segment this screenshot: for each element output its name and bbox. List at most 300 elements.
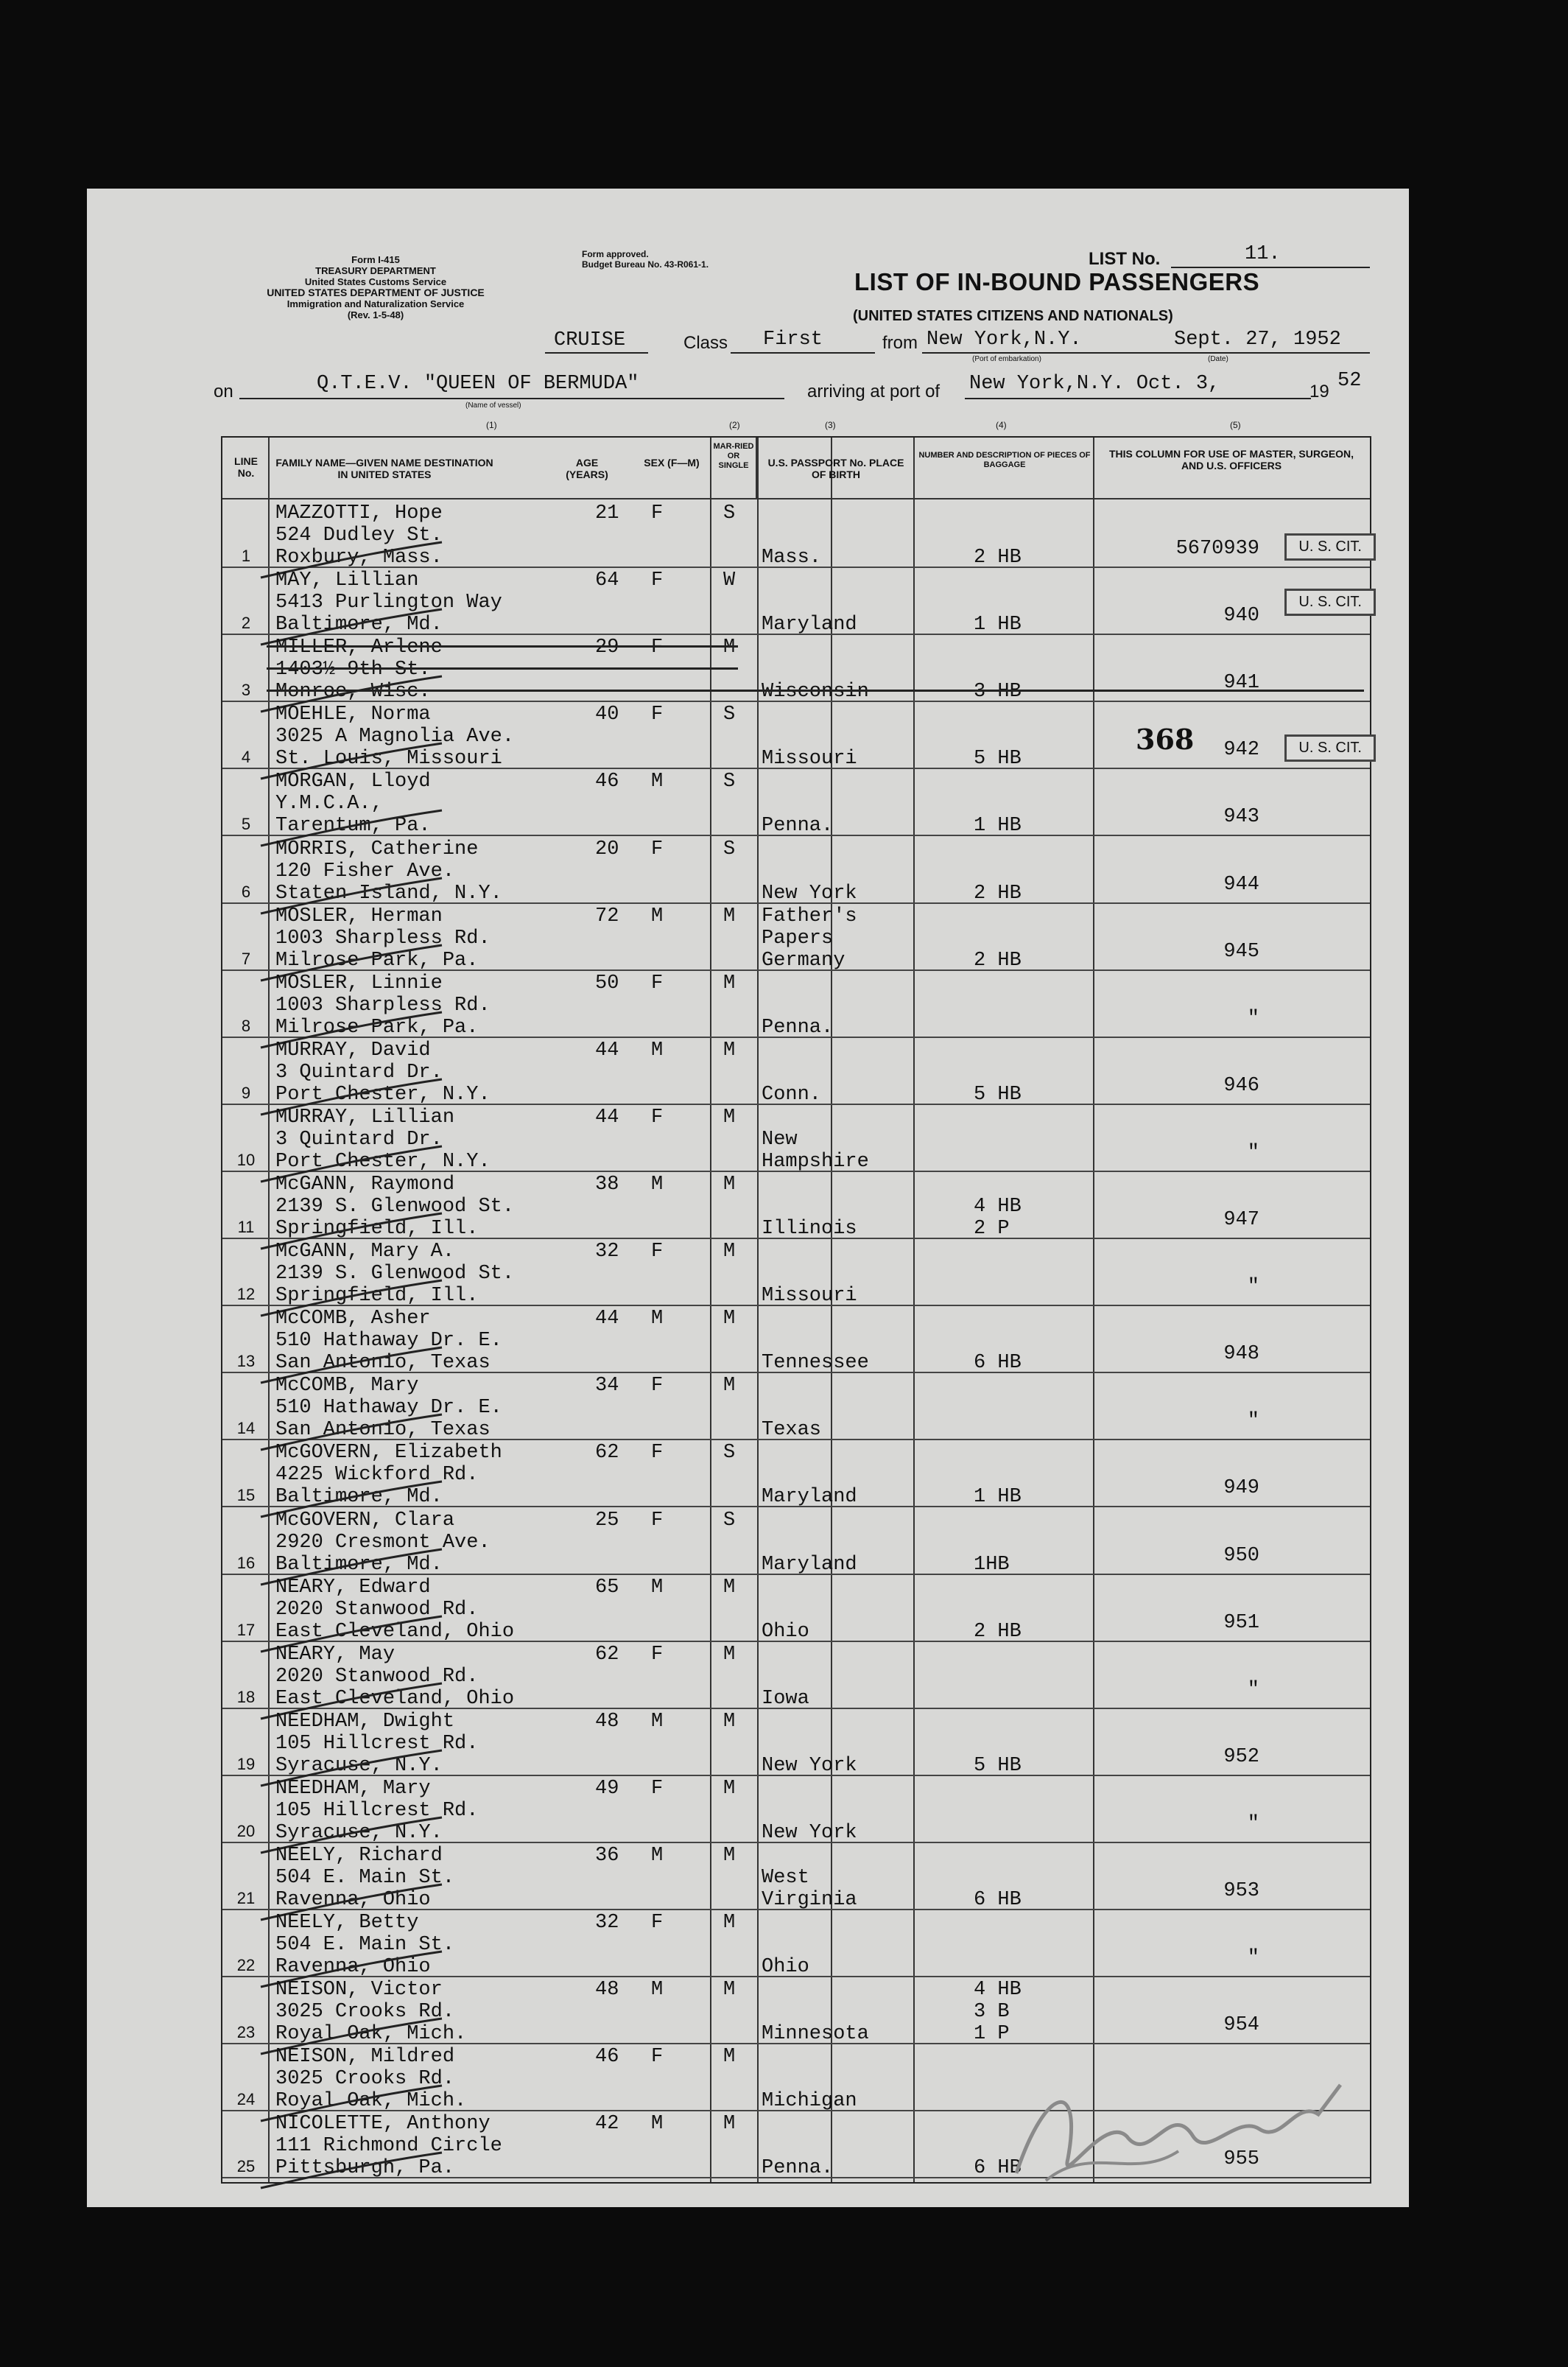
marital-status: M [723,1106,736,1129]
header-divider [222,498,1370,499]
line-number: 4 [241,748,251,767]
passenger-sex: F [651,502,664,525]
date-underline [1178,352,1370,354]
passenger-name: McCOMB, Mary [275,1375,419,1398]
colnum-4: (4) [996,420,1007,430]
col-header-line: LINE No. [234,455,258,479]
col-header-baggage: NUMBER AND DESCRIPTION OF PIECES OF BAGGAGE [918,451,1091,469]
class-value: First [763,329,823,351]
officer-number: 954 [1223,2014,1259,2037]
passenger-address: 3025 Crooks Rd. [275,2001,455,2024]
on-label: on [214,382,233,401]
officer-number: 955 [1223,2148,1259,2171]
line-number: 23 [236,2023,256,2042]
marital-status: S [723,771,736,793]
place-of-birth: Virginia [762,1889,857,1911]
department-block [214,254,538,320]
baggage: 5 HB [974,1083,1022,1106]
place-of-birth: Germany [762,949,845,972]
passenger-age: 21 [595,502,619,525]
baggage: 2 HB [974,1620,1022,1643]
place-of-birth: Maryland [762,1553,857,1576]
passenger-sex: M [651,905,664,927]
passenger-name: NEELY, Richard [275,1845,443,1867]
passenger-address: 5413 Purlington Way [275,592,502,614]
line-number: 19 [236,1754,256,1773]
citizen-stamp: U. S. CIT. [1284,533,1376,561]
table-row [222,1172,1370,1239]
marital-status: M [723,1643,736,1666]
officer-number: 941 [1223,672,1259,695]
passenger-city: East Cleveland, Ohio [275,1687,515,1710]
table-row [222,1977,1370,2044]
place-of-birth: Wisconsin [762,681,869,704]
passenger-city: Tarentum, Pa. [275,815,431,838]
place-of-birth: New York [762,882,857,905]
passenger-city: East Cleveland, Ohio [275,1620,515,1643]
line-number: 5 [241,815,251,834]
place-of-birth: Hampshire [762,1150,869,1173]
colnum-5: (5) [1230,420,1241,430]
passenger-sex: M [651,771,664,793]
form-number: Form I-415 [351,254,400,265]
passenger-address: 2020 Stanwood Rd. [275,1665,479,1688]
class-underline [731,352,875,354]
passenger-address: 2139 S. Glenwood St. [275,1263,515,1286]
baggage: 1 HB [974,815,1022,838]
passenger-address: 3 Quintard Dr. [275,1128,443,1151]
passenger-city: Royal Oak, Mich. [275,2023,467,2046]
line-number: 16 [236,1553,256,1572]
passenger-city: Staten Island, N.Y. [275,882,502,905]
passenger-name: MOEHLE, Norma [275,704,431,726]
passenger-sex: M [651,1576,664,1599]
marital-status: M [723,1845,736,1867]
passenger-age: 48 [595,1710,619,1733]
table-row [222,1910,1370,1977]
baggage: 6 HB [974,1352,1022,1375]
dept-customs: United States Customs Service [304,276,447,287]
passenger-city: Roxbury, Mass. [275,547,443,569]
table-row [222,1306,1370,1373]
colnum-3: (3) [825,420,836,430]
passenger-sex: F [651,838,664,860]
table-row [222,837,1370,904]
passenger-age: 36 [595,1845,619,1867]
officer-number: " [1247,1276,1259,1299]
passenger-name: McGANN, Raymond [275,1174,455,1196]
table-row [222,904,1370,971]
col-header-age: AGE (YEARS) [566,457,608,480]
baggage: 5 HB [974,748,1022,771]
passenger-address: 1403½ 9th St. [275,659,431,681]
port-caption: (Port of embarkation) [972,355,1041,363]
place-of-birth: Father's [762,905,857,927]
col-header-passport: U.S. PASSPORT No. PLACE OF BIRTH [767,457,904,480]
table-row [222,1038,1370,1105]
form-subtitle: (UNITED STATES CITIZENS AND NATIONALS) [853,308,1173,324]
passenger-city: Port Chester, N.Y. [275,1083,491,1106]
table-row [222,702,1370,769]
cruise-value: CRUISE [554,329,626,351]
place-of-birth: West [762,1867,809,1889]
col-header-officers: THIS COLUMN FOR USE OF MASTER, SURGEON, AND U.S. OFFICERS [1108,448,1354,471]
baggage: 1 P [974,2023,1010,2046]
line-number: 10 [236,1150,256,1169]
line-number: 14 [236,1419,256,1438]
dept-treasury: TREASURY DEPARTMENT [315,265,436,276]
line-number: 8 [241,1016,251,1035]
line-number: 13 [236,1352,256,1371]
table-row [222,501,1370,568]
passenger-sex: M [651,1979,664,2002]
passenger-city: Baltimore, Md. [275,1553,443,1576]
passenger-city: Ravenna, Ohio [275,1956,431,1979]
passenger-sex: M [651,1710,664,1733]
marital-status: M [723,1241,736,1263]
passenger-address: 3025 Crooks Rd. [275,2068,455,2091]
passenger-address: 504 E. Main St. [275,1867,455,1889]
passenger-city: Syracuse, N.Y. [275,1754,443,1777]
passenger-age: 49 [595,1777,619,1800]
passenger-age: 48 [595,1979,619,2002]
passenger-city: Ravenna, Ohio [275,1889,431,1911]
passenger-city: San Antonio, Texas [275,1352,491,1375]
passenger-address: 105 Hillcrest Rd. [275,1799,479,1822]
citizen-stamp: U. S. CIT. [1284,589,1376,616]
officer-number: 944 [1223,873,1259,896]
passenger-address: 3 Quintard Dr. [275,1061,443,1084]
approval-block [582,249,709,270]
citizen-stamp: U. S. CIT. [1284,734,1376,762]
cruise-underline [545,352,648,354]
passenger-name: NEARY, Edward [275,1576,431,1599]
passenger-sex: F [651,1777,664,1800]
table-row [222,1239,1370,1306]
passenger-age: 46 [595,771,619,793]
passenger-age: 46 [595,2046,619,2069]
line-number: 7 [241,949,251,968]
officer-number: 950 [1223,1544,1259,1567]
year-prefix: 19 [1309,382,1329,401]
list-no-value: 11. [1245,243,1281,265]
marital-status: M [723,1576,736,1599]
passenger-sex: M [651,1308,664,1330]
passenger-sex: M [651,1039,664,1062]
place-of-birth: Papers [762,927,834,950]
passenger-name: NICOLETTE, Anthony [275,2113,491,2136]
line-number: 20 [236,1821,256,1840]
from-underline [922,352,1180,354]
place-of-birth: Penna. [762,815,834,838]
passenger-sex: F [651,704,664,726]
passenger-age: 44 [595,1039,619,1062]
passenger-city: Milrose Park, Pa. [275,949,479,972]
baggage: 3 B [974,2001,1010,2024]
passenger-name: NEEDHAM, Dwight [275,1710,455,1733]
place-of-birth: Conn. [762,1083,822,1106]
place-of-birth: Maryland [762,1486,857,1509]
marital-status: M [723,1979,736,2002]
passenger-city: San Antonio, Texas [275,1419,491,1442]
passenger-age: 34 [595,1375,619,1398]
passenger-age: 32 [595,1912,619,1935]
table-row [222,1843,1370,1910]
table-row [222,1642,1370,1709]
handwritten-signature [1002,2070,1355,2209]
line-number: 12 [236,1285,256,1304]
officer-number: " [1247,1947,1259,1970]
marital-status: M [723,1710,736,1733]
passenger-city: Royal Oak, Mich. [275,2090,467,2113]
passenger-sex: F [651,1912,664,1935]
passenger-name: NEEDHAM, Mary [275,1777,431,1800]
table-row [222,1575,1370,1642]
passenger-name: NEISON, Victor [275,1979,443,2002]
officer-number: 946 [1223,1074,1259,1097]
check-mark [258,2150,449,2194]
passenger-age: 50 [595,972,619,995]
baggage: 6 HB [974,2157,1022,2180]
passenger-name: MORRIS, Catherine [275,838,479,860]
line-number: 18 [236,1687,256,1706]
marital-status: M [723,1039,736,1062]
vessel-caption: (Name of vessel) [465,401,521,410]
officer-number: 952 [1223,1745,1259,1768]
passenger-address: 1003 Sharpless Rd. [275,927,491,950]
place-of-birth: Michigan [762,2090,857,2113]
passenger-address: 2139 S. Glenwood St. [275,1196,515,1218]
marital-status: M [723,2113,736,2136]
passenger-age: 44 [595,1308,619,1330]
passenger-sex: F [651,1442,664,1465]
place-of-birth: New York [762,1821,857,1844]
marital-status: S [723,1442,736,1465]
place-of-birth: Iowa [762,1687,809,1710]
passenger-age: 62 [595,1442,619,1465]
passenger-sex: F [651,569,664,592]
officer-number: 943 [1223,806,1259,829]
passenger-address: Y.M.C.A., [275,793,383,816]
place-of-birth: Ohio [762,1620,809,1643]
passenger-address: 105 Hillcrest Rd. [275,1732,479,1755]
table-row [222,1508,1370,1575]
passenger-sex: F [651,972,664,995]
passenger-city: Monroe, Wisc. [275,681,431,704]
baggage: 4 HB [974,1979,1022,2002]
arriving-value: New York,N.Y. Oct. 3, [969,373,1220,395]
place-of-birth: New York [762,1754,857,1777]
passenger-address: 111 Richmond Circle [275,2135,502,2158]
marital-status: M [723,2046,736,2069]
marital-status: M [723,1308,736,1330]
baggage: 2 HB [974,882,1022,905]
line-number: 15 [236,1486,256,1505]
officer-number: 949 [1223,1477,1259,1500]
passenger-age: 62 [595,1643,619,1666]
passenger-city: Baltimore, Md. [275,1486,443,1509]
passenger-sex: F [651,1241,664,1263]
budget-bureau-no: Budget Bureau No. 43-R061-1. [582,259,709,270]
place-of-birth: Texas [762,1419,822,1442]
passenger-address: 3025 A Magnolia Ave. [275,726,515,748]
passenger-name: MURRAY, Lillian [275,1106,455,1129]
passenger-name: McGOVERN, Clara [275,1509,455,1532]
table-row [222,568,1370,635]
form-approved: Form approved. [582,249,649,259]
line-number: 21 [236,1889,256,1907]
passenger-age: 44 [595,1106,619,1129]
line-number: 6 [241,882,251,901]
passenger-city: Springfield, Ill. [275,1218,479,1240]
passenger-city: Springfield, Ill. [275,1285,479,1308]
table-row [222,1776,1370,1843]
passenger-name: MOSLER, Herman [275,905,443,927]
baggage: 3 HB [974,681,1022,704]
passenger-address: 524 Dudley St. [275,525,443,547]
table-row [222,635,1370,702]
passenger-address: 1003 Sharpless Rd. [275,994,491,1017]
line-number: 22 [236,1956,256,1975]
baggage: 2 HB [974,547,1022,569]
passenger-address: 4225 Wickford Rd. [275,1464,479,1487]
passenger-address: 510 Hathaway Dr. E. [275,1330,502,1353]
passenger-sex: M [651,1845,664,1867]
officer-number: " [1247,1007,1259,1030]
arriving-label: arriving at port of [807,382,941,401]
place-of-birth: Minnesota [762,2023,869,2046]
col-header-married: MAR-RIED OR SINGLE [713,442,754,470]
passenger-age: 65 [595,1576,619,1599]
passenger-address: 2020 Stanwood Rd. [275,1598,479,1621]
passenger-address: 2920 Cresmont Ave. [275,1531,491,1554]
date-caption: (Date) [1208,355,1228,363]
date-value: Sept. 27, 1952 [1174,329,1341,351]
passenger-sex: F [651,637,664,659]
passenger-sex: F [651,1106,664,1129]
line-number: 3 [241,681,251,700]
baggage: 4 HB [974,1196,1022,1218]
passenger-name: NEARY, May [275,1643,395,1666]
line-number: 17 [236,1620,256,1639]
table-row [222,1373,1370,1440]
officer-number: 942 [1223,739,1259,762]
vessel-underline [239,398,784,399]
marital-status: S [723,1509,736,1532]
passenger-name: NEELY, Betty [275,1912,419,1935]
marital-status: M [723,1912,736,1935]
baggage: 1HB [974,1553,1010,1576]
place-of-birth: Penna. [762,2157,834,2180]
passenger-sex: M [651,1174,664,1196]
passenger-name: MAZZOTTI, Hope [275,502,443,525]
line-number: 11 [237,1218,255,1236]
passenger-name: MILLER, Arlene [275,637,443,659]
passenger-age: 38 [595,1174,619,1196]
marital-status: M [723,637,736,659]
marital-status: S [723,704,736,726]
line-number: 2 [241,614,251,633]
handwritten-note: 368 [1136,723,1195,757]
line-number: 25 [236,2157,256,2176]
passenger-age: 20 [595,838,619,860]
baggage: 5 HB [974,1754,1022,1777]
from-value: New York,N.Y. [927,329,1082,351]
arriving-underline [965,398,1311,399]
officer-number: " [1247,1141,1259,1164]
passenger-city: Syracuse, N.Y. [275,1821,443,1844]
passenger-address: 504 E. Main St. [275,1934,455,1957]
dept-immigration: Immigration and Naturalization Service [286,298,465,309]
passenger-address: 120 Fisher Ave. [275,860,455,883]
officer-number: " [1247,1812,1259,1835]
colnum-2: (2) [729,420,740,430]
place-of-birth: Ohio [762,1956,809,1979]
colnum-1: (1) [486,420,497,430]
table-row [222,1105,1370,1172]
baggage: 1 HB [974,614,1022,637]
passenger-sex: F [651,1643,664,1666]
officer-number: 947 [1223,1209,1259,1231]
strike-through-line [267,667,738,670]
line-number: 24 [236,2090,256,2109]
marital-status: S [723,502,736,525]
officer-number: 940 [1223,605,1259,628]
line-number: 1 [241,547,251,565]
officer-number: 5670939 [1175,538,1259,560]
passenger-age: 42 [595,2113,619,2136]
marital-status: M [723,905,736,927]
place-of-birth: Mass. [762,547,822,569]
place-of-birth: Illinois [762,1218,857,1240]
passenger-name: MOSLER, Linnie [275,972,443,995]
passenger-address: 510 Hathaway Dr. E. [275,1397,502,1420]
list-no-label: LIST No. [1089,249,1161,269]
place-of-birth: Maryland [762,614,857,637]
marital-status: M [723,1174,736,1196]
baggage: 2 HB [974,949,1022,972]
officer-number: " [1247,1410,1259,1433]
marital-status: W [723,569,736,592]
class-label: Class [683,333,728,353]
line-number: 9 [241,1083,251,1102]
passenger-age: 40 [595,704,619,726]
baggage: 2 P [974,1218,1010,1240]
table-row [222,1440,1370,1507]
passenger-age: 64 [595,569,619,592]
passenger-name: MORGAN, Lloyd [275,771,431,793]
form-title: LIST OF IN-BOUND PASSENGERS [854,268,1260,295]
baggage: 1 HB [974,1486,1022,1509]
officer-number: " [1247,1678,1259,1701]
strike-through-line [267,645,738,648]
officer-number: 951 [1223,1611,1259,1634]
officer-number: 945 [1223,940,1259,963]
passenger-age: 32 [595,1241,619,1263]
place-of-birth: Missouri [762,748,857,771]
col-header-sex: SEX (F—M) [644,457,700,469]
place-of-birth: Penna. [762,1016,834,1039]
passenger-city: Milrose Park, Pa. [275,1016,479,1039]
passenger-name: MAY, Lillian [275,569,419,592]
passenger-city: St. Louis, Missouri [275,748,502,771]
passenger-sex: M [651,2113,664,2136]
marital-status: S [723,838,736,860]
passenger-name: McCOMB, Asher [275,1308,431,1330]
passenger-name: McGANN, Mary A. [275,1241,455,1263]
passenger-city: Port Chester, N.Y. [275,1150,491,1173]
dept-justice: UNITED STATES DEPARTMENT OF JUSTICE [267,287,485,298]
